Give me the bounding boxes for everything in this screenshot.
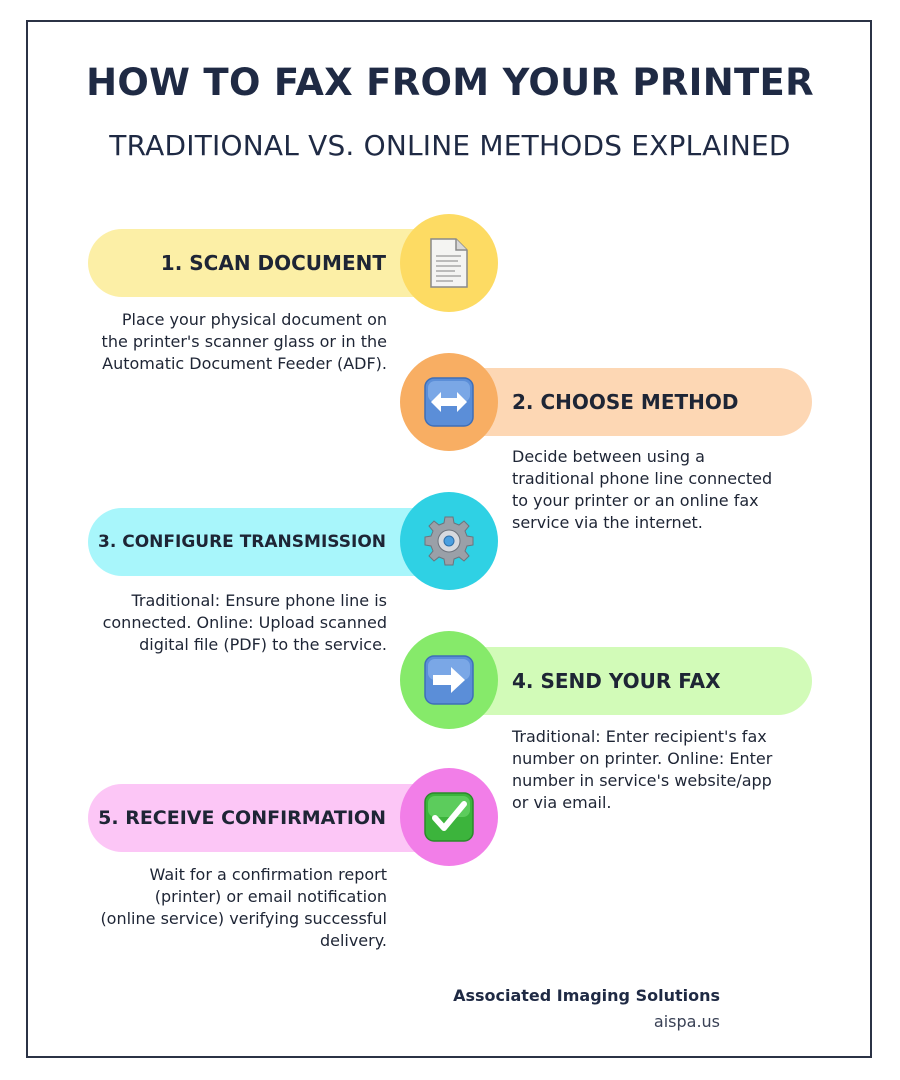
step-4-description: Traditional: Enter recipient's fax number on printer. Online: Enter number in service's website/app or via email.	[512, 727, 773, 812]
step-4-label: 4. SEND YOUR FAX	[512, 669, 721, 693]
page-title: HOW TO FAX FROM YOUR PRINTER	[86, 61, 814, 104]
gear-icon	[423, 515, 475, 567]
company-name: Associated Imaging Solutions	[453, 986, 720, 1005]
step-5-circle	[400, 768, 498, 866]
step-4-pill	[450, 647, 812, 715]
step-3-circle	[400, 492, 498, 590]
step-2-label: 2. CHOOSE METHOD	[512, 390, 739, 414]
left-right-arrow-icon	[423, 376, 475, 428]
step-2-pill	[450, 368, 812, 436]
step-5-label: 5. RECEIVE CONFIRMATION	[98, 807, 386, 829]
step-4-circle	[400, 631, 498, 729]
check-mark-icon	[423, 791, 475, 843]
step-5-description: Wait for a confirmation report (printer) or email notification (online service) verifying successful delivery.	[100, 865, 387, 950]
step-3-description: Traditional: Ensure phone line is connected. Online: Upload scanned digital file (PDF) to the service.	[102, 591, 387, 654]
step-2-circle	[400, 353, 498, 451]
step-3-label: 3. CONFIGURE TRANSMISSION	[98, 532, 386, 552]
step-1-circle	[400, 214, 498, 312]
step-2-description: Decide between using a traditional phone line connected to your printer or an online fax service via the internet.	[512, 447, 773, 532]
right-arrow-icon	[423, 654, 475, 706]
document-icon	[425, 236, 473, 290]
step-3-pill	[88, 508, 438, 576]
step-5-pill	[88, 784, 438, 852]
step-1-pill	[88, 229, 438, 297]
company-url[interactable]: aispa.us	[653, 1012, 720, 1031]
page-subtitle: TRADITIONAL VS. ONLINE METHODS EXPLAINED	[109, 129, 791, 162]
step-1-label: 1. SCAN DOCUMENT	[160, 251, 386, 275]
step-1-description: Place your physical document on the printer's scanner glass or in the Automatic Document Feeder (ADF).	[101, 310, 387, 373]
